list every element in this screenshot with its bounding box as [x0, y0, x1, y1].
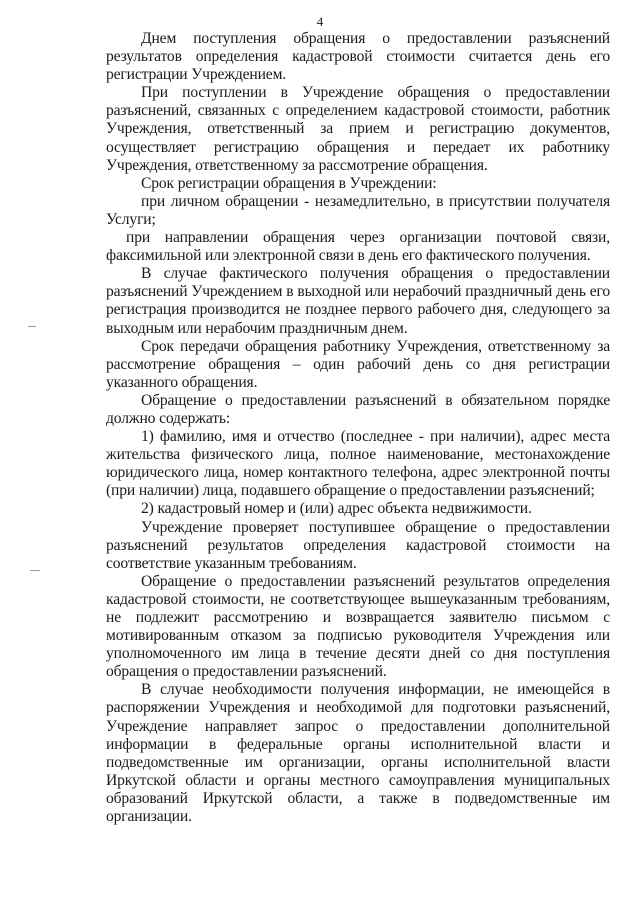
list-item: 2) кадастровый номер и (или) адрес объекта недвижимости. — [141, 500, 532, 518]
paragraph: при направлении обращения через организации почтовой связи, факсимильной или электронной связи в день его фактического получения. — [106, 229, 610, 265]
paragraph: Обращение о предоставлении разъяснений результатов определения кадастровой стоимости, не соответствующее вышеуказанным требованиям, не подлежит рассмотрению и возвращается заявителю письмом с мотивированным отказом за подписью руководителя Учреждения или уполномоченного им лица в течение десяти дней со дня поступления обращения о предоставлении разъяснений. — [106, 572, 610, 681]
paragraph: Обращение о предоставлении разъяснений в обязательном порядке должно содержать: — [106, 391, 610, 427]
margin-mark — [28, 326, 36, 327]
margin-mark — [30, 570, 40, 571]
paragraph: В случае фактического получения обращения о предоставлении разъяснений Учреждением в выходной или нерабочий праздничный день его регистрация производится не позднее первого рабочего дня, следующего за выходным или нерабочим праздничным днем. — [106, 265, 610, 337]
paragraph: при личном обращении - незамедлительно, в присутствии получателя Услуги; — [106, 192, 610, 228]
paragraph: При поступлении в Учреждение обращения о предоставлении разъяснений, связанных с определением кадастровой стоимости, работник Учреждения, ответственный за прием и регистрацию документов, осуществляет регистрацию обращения и передает их работнику Учреждения, ответственному за рассмотрение обращения. — [106, 84, 610, 174]
list-item: 1) фамилию, имя и отчество (последнее - при наличии), адрес места жительства физического лица, полное наименование, местонахождение юридического лица, номер контактного телефона, адрес электронной почты (при наличии) лица, подавшего обращение о предоставлении разъяснений; — [106, 428, 610, 500]
page-number: 4 — [316, 14, 324, 29]
document-body — [106, 30, 610, 826]
paragraph: Днем поступления обращения о предоставлении разъяснений результатов определения кадастровой стоимости считается день его регистрации Учреждением. — [106, 30, 610, 84]
paragraph: В случае необходимости получения информации, не имеющейся в распоряжении Учреждения и необходимой для подготовки разъяснений, Учреждение направляет запрос о предоставлении дополнительной информации в федеральные органы исполнительной власти и подведомственные им организации, органы исполнительной власти Иркутской области и органы местного самоуправления муниципальных образований Иркутской области, а также в подведомственные им организации. — [106, 681, 610, 826]
paragraph: Учреждение проверяет поступившее обращение о предоставлении разъяснений результатов определения кадастровой стоимости на соответствие указанным требованиям. — [106, 518, 610, 572]
paragraph: Срок регистрации обращения в Учреждении: — [141, 174, 437, 192]
paragraph: Срок передачи обращения работнику Учреждения, ответственному за рассмотрение обращения – один рабочий день со дня регистрации указанного обращения. — [106, 337, 610, 391]
